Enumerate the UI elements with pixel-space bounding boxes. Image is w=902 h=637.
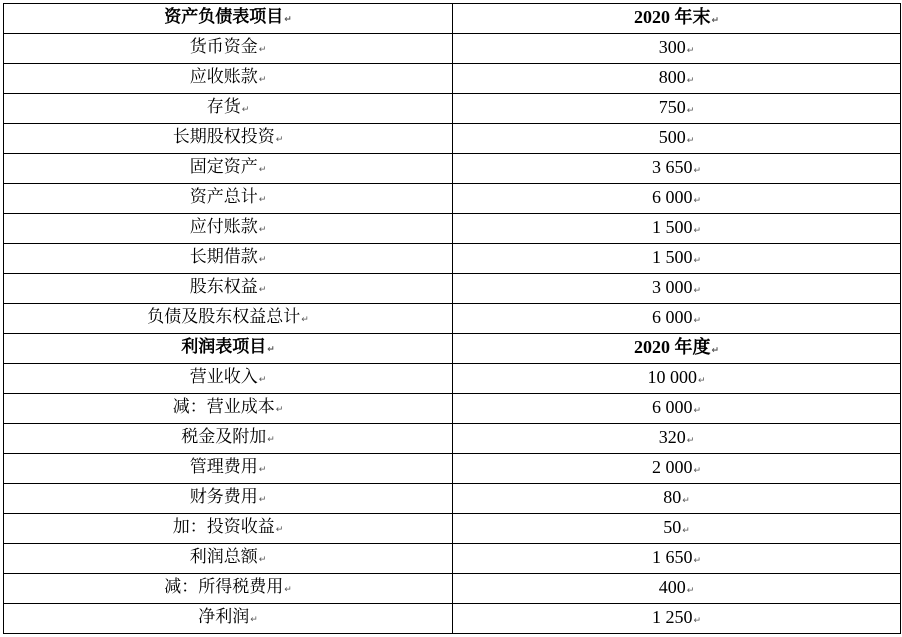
item-label: 管理费用 (189, 457, 258, 477)
table-row (4, 304, 901, 334)
value-cell (453, 514, 901, 544)
paragraph-mark-icon: ↵ (711, 15, 720, 26)
table-row (4, 124, 901, 154)
table-row (4, 514, 901, 544)
paragraph-mark-icon: ↵ (267, 345, 275, 355)
paragraph-mark-icon: ↵ (693, 195, 702, 206)
value-cell (453, 484, 901, 514)
value-cell (453, 394, 901, 424)
item-label: 财务费用 (189, 487, 258, 507)
item-cell (4, 274, 453, 304)
item-cell (4, 154, 453, 184)
value-cell (453, 124, 901, 154)
paragraph-mark-icon: ↵ (275, 525, 284, 535)
paragraph-mark-icon: ↵ (693, 315, 702, 326)
value-cell (453, 94, 901, 124)
paragraph-mark-icon: ↵ (258, 195, 267, 205)
paragraph-mark-icon: ↵ (275, 135, 284, 145)
table-row (4, 94, 901, 124)
item-value: 50 (663, 516, 682, 537)
value-cell (453, 544, 901, 574)
table-row (4, 184, 901, 214)
item-label: 存货 (206, 97, 241, 117)
item-cell (4, 484, 453, 514)
paragraph-mark-icon: ↵ (693, 255, 702, 266)
paragraph-mark-icon: ↵ (250, 615, 258, 625)
paragraph-mark-icon: ↵ (301, 315, 309, 325)
table-row (4, 34, 901, 64)
item-label: 固定资产 (189, 157, 258, 177)
header-label: 资产负债表项目 (164, 7, 284, 27)
paragraph-mark-icon: ↵ (693, 615, 702, 626)
paragraph-mark-icon: ↵ (682, 495, 690, 506)
balance-sheet-item-header (4, 4, 453, 34)
item-cell (4, 184, 453, 214)
item-value: 320 (658, 426, 686, 447)
paragraph-mark-icon: ↵ (258, 255, 267, 265)
item-label: 应收账款 (189, 67, 258, 87)
item-value: 300 (658, 36, 686, 57)
item-value: 800 (658, 66, 686, 87)
paragraph-mark-icon: ↵ (258, 495, 267, 505)
paragraph-mark-icon: ↵ (241, 105, 250, 115)
item-value: 6 000 (651, 306, 693, 327)
item-label: 应付账款 (189, 217, 258, 237)
item-cell (4, 304, 453, 334)
item-value: 80 (663, 486, 682, 507)
paragraph-mark-icon: ↵ (693, 225, 702, 236)
paragraph-mark-icon: ↵ (693, 465, 702, 476)
item-value: 2 000 (651, 456, 693, 477)
item-label: 资产总计 (189, 187, 258, 207)
item-value: 1 650 (651, 546, 693, 567)
paragraph-mark-icon: ↵ (686, 45, 695, 56)
table-row (4, 214, 901, 244)
table-row (4, 154, 901, 184)
balance-sheet-header-row (4, 4, 901, 34)
paragraph-mark-icon: ↵ (693, 555, 702, 566)
paragraph-mark-icon: ↵ (697, 375, 706, 386)
value-cell (453, 604, 901, 634)
paragraph-mark-icon: ↵ (258, 285, 267, 295)
item-value: 1 500 (651, 246, 693, 267)
item-label: 负债及股东权益总计 (147, 307, 301, 327)
item-cell (4, 514, 453, 544)
income-statement-header-row (4, 334, 901, 364)
item-value: 6 000 (651, 186, 693, 207)
item-label: 股东权益 (189, 277, 258, 297)
paragraph-mark-icon: ↵ (258, 555, 267, 565)
item-value: 1 500 (651, 216, 693, 237)
value-cell (453, 244, 901, 274)
table-row (4, 544, 901, 574)
item-label: 加：投资收益 (172, 517, 275, 537)
item-cell (4, 64, 453, 94)
item-label: 减：所得税费用 (164, 577, 284, 597)
value-cell (453, 364, 901, 394)
table-row (4, 244, 901, 274)
value-cell (453, 574, 901, 604)
item-value: 500 (658, 126, 686, 147)
item-cell (4, 544, 453, 574)
table-row (4, 364, 901, 394)
income-statement-item-header (4, 334, 453, 364)
paragraph-mark-icon: ↵ (682, 525, 690, 536)
table-row (4, 484, 901, 514)
item-label: 营业收入 (189, 367, 258, 387)
header-label: 2020 年度 (633, 336, 711, 357)
item-label: 减：营业成本 (172, 397, 275, 417)
item-cell (4, 124, 453, 154)
table-row (4, 274, 901, 304)
paragraph-mark-icon: ↵ (258, 465, 267, 475)
item-value: 1 250 (651, 606, 693, 627)
paragraph-mark-icon: ↵ (267, 435, 275, 445)
paragraph-mark-icon: ↵ (258, 45, 267, 55)
item-label: 利润总额 (189, 547, 258, 567)
paragraph-mark-icon: ↵ (711, 345, 720, 356)
value-cell (453, 64, 901, 94)
item-cell (4, 244, 453, 274)
value-cell (453, 154, 901, 184)
table-row (4, 424, 901, 454)
paragraph-mark-icon: ↵ (258, 225, 267, 235)
value-cell (453, 304, 901, 334)
item-cell (4, 364, 453, 394)
table-row (4, 394, 901, 424)
value-cell (453, 424, 901, 454)
item-cell (4, 574, 453, 604)
paragraph-mark-icon: ↵ (693, 405, 702, 416)
paragraph-mark-icon: ↵ (258, 165, 267, 175)
paragraph-mark-icon: ↵ (686, 75, 695, 86)
item-value: 3 000 (651, 276, 693, 297)
header-label: 2020 年末 (633, 6, 711, 27)
item-label: 长期借款 (189, 247, 258, 267)
item-value: 6 000 (651, 396, 693, 417)
table-body (4, 4, 901, 634)
item-value: 3 650 (651, 156, 693, 177)
table-row (4, 604, 901, 634)
item-label: 税金及附加 (181, 427, 267, 447)
paragraph-mark-icon: ↵ (284, 585, 292, 595)
paragraph-mark-icon: ↵ (693, 285, 702, 296)
paragraph-mark-icon: ↵ (686, 585, 695, 596)
paragraph-mark-icon: ↵ (284, 15, 292, 25)
table-row (4, 574, 901, 604)
paragraph-mark-icon: ↵ (686, 105, 695, 116)
item-cell (4, 454, 453, 484)
item-label: 货币资金 (189, 37, 258, 57)
value-cell (453, 454, 901, 484)
item-cell (4, 94, 453, 124)
header-label: 利润表项目 (181, 337, 267, 357)
item-cell (4, 604, 453, 634)
item-value: 400 (658, 576, 686, 597)
paragraph-mark-icon: ↵ (258, 75, 267, 85)
value-cell (453, 34, 901, 64)
item-value: 750 (658, 96, 686, 117)
value-cell (453, 184, 901, 214)
value-cell (453, 214, 901, 244)
financial-statement-table (3, 3, 901, 634)
item-cell (4, 214, 453, 244)
paragraph-mark-icon: ↵ (693, 165, 702, 176)
item-label: 净利润 (198, 607, 250, 627)
table-row (4, 454, 901, 484)
item-cell (4, 424, 453, 454)
table-row (4, 64, 901, 94)
item-cell (4, 394, 453, 424)
value-cell (453, 274, 901, 304)
income-statement-value-header (453, 334, 901, 364)
paragraph-mark-icon: ↵ (258, 375, 267, 385)
item-cell (4, 34, 453, 64)
item-value: 10 000 (647, 366, 697, 387)
paragraph-mark-icon: ↵ (686, 135, 695, 146)
paragraph-mark-icon: ↵ (686, 435, 695, 446)
item-label: 长期股权投资 (172, 127, 275, 147)
balance-sheet-value-header (453, 4, 901, 34)
paragraph-mark-icon: ↵ (275, 405, 284, 415)
